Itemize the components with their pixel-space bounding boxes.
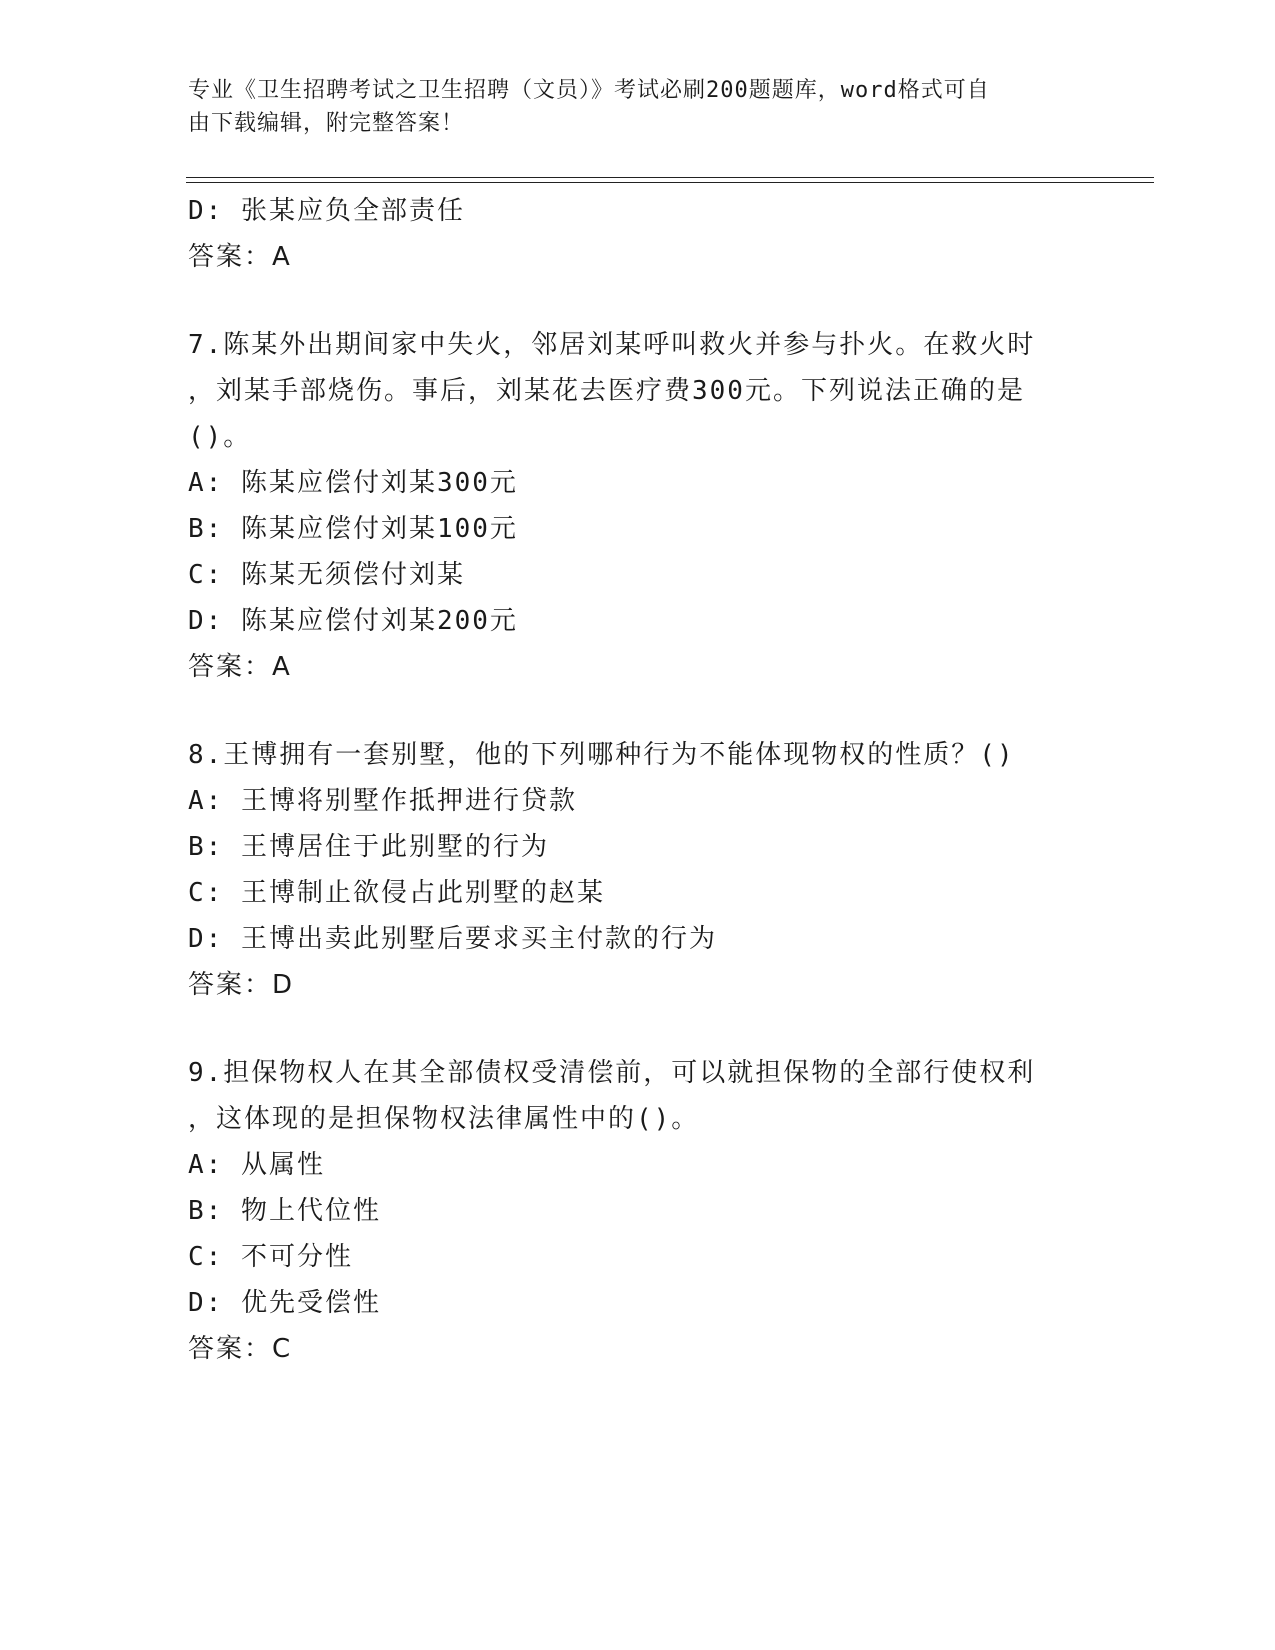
question-7-answer: 答案：A — [188, 652, 292, 682]
question-8-option-d: D: 王博出卖此别墅后要求买主付款的行为 — [188, 924, 717, 954]
question-8-option-c: C: 王博制止欲侵占此别墅的赵某 — [188, 878, 605, 908]
header-line-1: 专业《卫生招聘考试之卫生招聘（文员）》考试必刷200题题库，word格式可自 — [188, 78, 990, 103]
question-8-option-b: B: 王博居住于此别墅的行为 — [188, 832, 549, 862]
header-divider-top — [186, 177, 1154, 178]
spacer — [188, 690, 1088, 732]
question-7-option-d: D: 陈某应偿付刘某200元 — [188, 606, 518, 636]
question-9-option-a: A: 从属性 — [188, 1150, 325, 1180]
header-divider-bottom — [186, 182, 1154, 183]
question-9-answer: 答案：C — [188, 1334, 293, 1364]
question-7 — [188, 322, 1088, 690]
question-9-stem-line-1: 9.担保物权人在其全部债权受清偿前，可以就担保物的全部行使权利 — [188, 1058, 1036, 1088]
question-8-option-a: A: 王博将别墅作抵押进行贷款 — [188, 786, 577, 816]
question-8 — [188, 732, 1088, 1008]
question-7-stem-line-1: 7.陈某外出期间家中失火，邻居刘某呼叫救火并参与扑火。在救火时 — [188, 330, 1036, 360]
question-9-stem-line-2: ，这体现的是担保物权法律属性中的()。 — [188, 1104, 700, 1134]
document-body — [188, 188, 1088, 1372]
question-7-option-a: A: 陈某应偿付刘某300元 — [188, 468, 518, 498]
prev-option-d: D: 张某应负全部责任 — [188, 196, 465, 226]
question-9-option-c: C: 不可分性 — [188, 1242, 353, 1272]
question-9-option-b: B: 物上代位性 — [188, 1196, 381, 1226]
question-7-option-c: C: 陈某无须偿付刘某 — [188, 560, 465, 590]
question-8-stem-line-1: 8.王博拥有一套别墅，他的下列哪种行为不能体现物权的性质？() — [188, 740, 1015, 770]
prev-answer: 答案：A — [188, 242, 292, 272]
spacer — [188, 1008, 1088, 1050]
question-7-stem-line-3: ()。 — [188, 422, 252, 452]
spacer — [188, 280, 1088, 322]
question-9-option-d: D: 优先受偿性 — [188, 1288, 381, 1318]
document-header — [188, 74, 1068, 140]
question-7-stem-line-2: ，刘某手部烧伤。事后，刘某花去医疗费300元。下列说法正确的是 — [188, 376, 1025, 406]
question-8-answer: 答案：D — [188, 970, 295, 1000]
question-7-option-b: B: 陈某应偿付刘某100元 — [188, 514, 518, 544]
header-line-2: 由下载编辑，附完整答案！ — [188, 111, 465, 136]
question-9 — [188, 1050, 1088, 1372]
